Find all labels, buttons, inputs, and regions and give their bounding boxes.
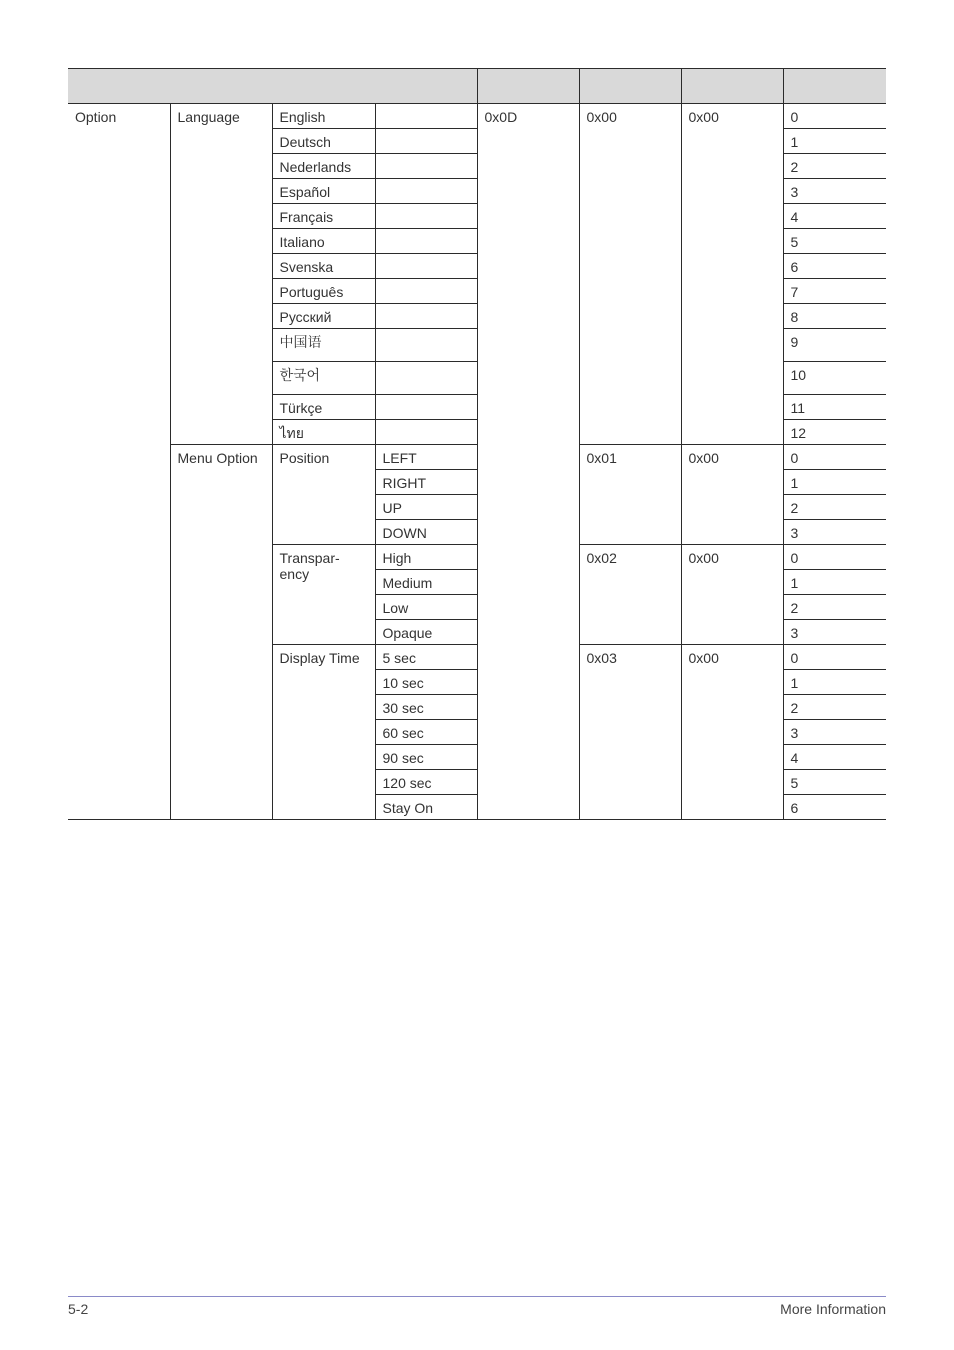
code2-cell: 0x03 — [579, 645, 681, 820]
header-cell — [681, 69, 783, 104]
value-cell: 3 — [783, 179, 886, 204]
footer-divider — [68, 1296, 886, 1297]
empty-cell — [375, 279, 477, 304]
empty-cell — [375, 329, 477, 362]
value-cell: 0 — [783, 645, 886, 670]
value-cell: 2 — [783, 595, 886, 620]
value-cell: 12 — [783, 420, 886, 445]
position-item-cell: RIGHT — [375, 470, 477, 495]
value-cell: 8 — [783, 304, 886, 329]
value-cell: 11 — [783, 395, 886, 420]
empty-cell — [375, 204, 477, 229]
language-name-cell: Italiano — [272, 229, 375, 254]
empty-cell — [375, 154, 477, 179]
position-item-cell: LEFT — [375, 445, 477, 470]
language-name-cell: English — [272, 104, 375, 129]
header-cell — [68, 69, 477, 104]
code3-cell: 0x00 — [681, 104, 783, 445]
empty-cell — [375, 229, 477, 254]
value-cell: 0 — [783, 104, 886, 129]
display-time-label-cell: Display Time — [272, 645, 375, 820]
display-time-item-cell: 120 sec — [375, 770, 477, 795]
code3-cell: 0x00 — [681, 445, 783, 545]
language-name-cell: Русский — [272, 304, 375, 329]
value-cell: 4 — [783, 204, 886, 229]
display-time-item-cell: 30 sec — [375, 695, 477, 720]
code3-cell: 0x00 — [681, 645, 783, 820]
display-time-item-cell: 5 sec — [375, 645, 477, 670]
section-title: More Information — [780, 1301, 886, 1317]
language-name-cell: Svenska — [272, 254, 375, 279]
value-cell: 1 — [783, 470, 886, 495]
transparency-item-cell: High — [375, 545, 477, 570]
empty-cell — [375, 254, 477, 279]
language-name-cell: Deutsch — [272, 129, 375, 154]
code1-cell: 0x0D — [477, 104, 579, 820]
language-name-cell: 中国语 — [272, 329, 375, 362]
empty-cell — [375, 104, 477, 129]
language-name-cell: Español — [272, 179, 375, 204]
language-name-cell: 한국어 — [272, 362, 375, 395]
code2-cell: 0x00 — [579, 104, 681, 445]
value-cell: 1 — [783, 570, 886, 595]
transparency-item-cell: Opaque — [375, 620, 477, 645]
display-time-item-cell: 10 sec — [375, 670, 477, 695]
value-cell: 3 — [783, 720, 886, 745]
value-cell: 3 — [783, 520, 886, 545]
transparency-item-cell: Medium — [375, 570, 477, 595]
value-cell: 2 — [783, 495, 886, 520]
value-cell: 5 — [783, 229, 886, 254]
value-cell: 6 — [783, 254, 886, 279]
display-time-item-cell: 60 sec — [375, 720, 477, 745]
empty-cell — [375, 362, 477, 395]
code3-cell: 0x00 — [681, 545, 783, 645]
language-name-cell: Português — [272, 279, 375, 304]
language-name-cell: Türkçe — [272, 395, 375, 420]
position-item-cell: DOWN — [375, 520, 477, 545]
code2-cell: 0x02 — [579, 545, 681, 645]
value-cell: 6 — [783, 795, 886, 820]
header-cell — [783, 69, 886, 104]
value-cell: 9 — [783, 329, 886, 362]
page-number: 5-2 — [68, 1301, 89, 1317]
transparency-label-cell: Transpar- ency — [272, 545, 375, 645]
value-cell: 4 — [783, 745, 886, 770]
header-cell — [579, 69, 681, 104]
position-label-cell: Position — [272, 445, 375, 545]
value-cell: 0 — [783, 545, 886, 570]
value-cell: 7 — [783, 279, 886, 304]
empty-cell — [375, 420, 477, 445]
table-row — [68, 104, 886, 129]
display-time-item-cell: Stay On — [375, 795, 477, 820]
value-cell: 3 — [783, 620, 886, 645]
transparency-item-cell: Low — [375, 595, 477, 620]
empty-cell — [375, 179, 477, 204]
command-table — [68, 68, 886, 820]
language-label-cell: Language — [170, 104, 272, 445]
empty-cell — [375, 395, 477, 420]
language-name-cell: Nederlands — [272, 154, 375, 179]
option-cell: Option — [68, 104, 170, 820]
value-cell: 2 — [783, 695, 886, 720]
value-cell: 10 — [783, 362, 886, 395]
position-item-cell: UP — [375, 495, 477, 520]
header-cell — [477, 69, 579, 104]
menu-option-label-cell: Menu Option — [170, 445, 272, 820]
value-cell: 1 — [783, 670, 886, 695]
code2-cell: 0x01 — [579, 445, 681, 545]
value-cell: 1 — [783, 129, 886, 154]
language-name-cell: Français — [272, 204, 375, 229]
empty-cell — [375, 304, 477, 329]
language-name-cell: ไทย — [272, 420, 375, 445]
value-cell: 2 — [783, 154, 886, 179]
header-row — [68, 69, 886, 104]
value-cell: 5 — [783, 770, 886, 795]
display-time-item-cell: 90 sec — [375, 745, 477, 770]
empty-cell — [375, 129, 477, 154]
value-cell: 0 — [783, 445, 886, 470]
